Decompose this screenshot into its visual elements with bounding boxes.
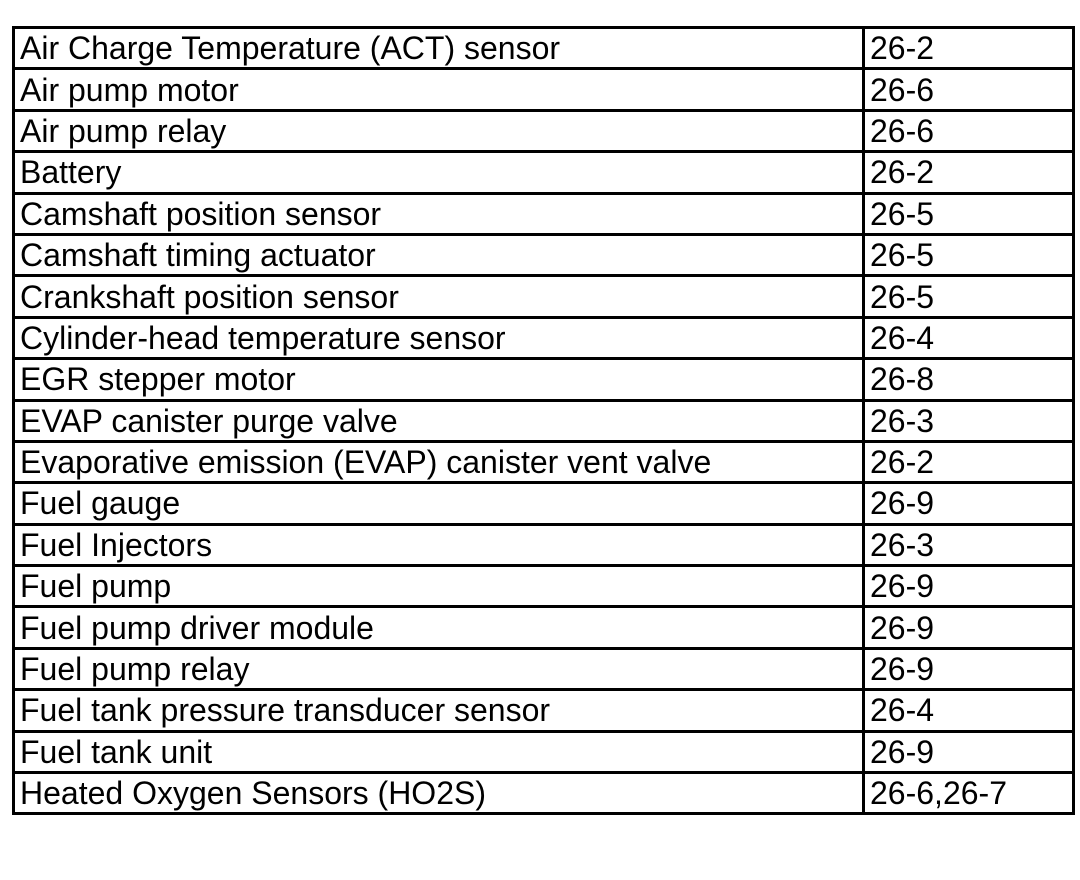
- page-reference-cell: 26-3: [864, 400, 1074, 441]
- component-name-cell: Fuel pump relay: [14, 648, 864, 689]
- page-reference-cell: 26-5: [864, 276, 1074, 317]
- component-name-cell: Air pump relay: [14, 110, 864, 151]
- component-index-body: [14, 28, 1074, 814]
- table-row: [14, 731, 1074, 772]
- page-reference-cell: 26-3: [864, 524, 1074, 565]
- table-row: [14, 690, 1074, 731]
- table-row: [14, 359, 1074, 400]
- table-row: [14, 400, 1074, 441]
- component-name-cell: Evaporative emission (EVAP) canister vent valve: [14, 441, 864, 482]
- table-row: [14, 152, 1074, 193]
- page-reference-cell: 26-2: [864, 441, 1074, 482]
- page-reference-cell: 26-9: [864, 607, 1074, 648]
- page-reference-cell: 26-5: [864, 193, 1074, 234]
- table-row: [14, 524, 1074, 565]
- page-reference-cell: 26-6,26-7: [864, 773, 1074, 814]
- component-name-cell: Fuel pump: [14, 566, 864, 607]
- component-name-cell: EVAP canister purge valve: [14, 400, 864, 441]
- table-row: [14, 566, 1074, 607]
- page-reference-cell: 26-4: [864, 690, 1074, 731]
- table-row: [14, 773, 1074, 814]
- component-name-cell: Fuel tank pressure transducer sensor: [14, 690, 864, 731]
- component-name-cell: Crankshaft position sensor: [14, 276, 864, 317]
- page-reference-cell: 26-8: [864, 359, 1074, 400]
- component-name-cell: EGR stepper motor: [14, 359, 864, 400]
- table-row: [14, 607, 1074, 648]
- component-name-cell: Camshaft position sensor: [14, 193, 864, 234]
- component-name-cell: Fuel pump driver module: [14, 607, 864, 648]
- table-row: [14, 483, 1074, 524]
- component-name-cell: Battery: [14, 152, 864, 193]
- page-reference-cell: 26-6: [864, 69, 1074, 110]
- table-row: [14, 441, 1074, 482]
- component-name-cell: Heated Oxygen Sensors (HO2S): [14, 773, 864, 814]
- page-reference-cell: 26-9: [864, 731, 1074, 772]
- page-reference-cell: 26-9: [864, 483, 1074, 524]
- component-name-cell: Camshaft timing actuator: [14, 234, 864, 275]
- page-reference-cell: 26-4: [864, 317, 1074, 358]
- table-row: [14, 648, 1074, 689]
- table-row: [14, 317, 1074, 358]
- table-row: [14, 28, 1074, 69]
- component-index-page: [12, 26, 1072, 815]
- page-reference-cell: 26-6: [864, 110, 1074, 151]
- component-name-cell: Cylinder-head temperature sensor: [14, 317, 864, 358]
- table-row: [14, 276, 1074, 317]
- table-row: [14, 110, 1074, 151]
- component-name-cell: Fuel tank unit: [14, 731, 864, 772]
- component-name-cell: Air pump motor: [14, 69, 864, 110]
- page-reference-cell: 26-5: [864, 234, 1074, 275]
- page-reference-cell: 26-2: [864, 152, 1074, 193]
- page-reference-cell: 26-2: [864, 28, 1074, 69]
- table-row: [14, 193, 1074, 234]
- component-name-cell: Fuel gauge: [14, 483, 864, 524]
- page-reference-cell: 26-9: [864, 566, 1074, 607]
- table-row: [14, 69, 1074, 110]
- component-index-table: [12, 26, 1075, 815]
- component-name-cell: Fuel Injectors: [14, 524, 864, 565]
- page-reference-cell: 26-9: [864, 648, 1074, 689]
- table-row: [14, 234, 1074, 275]
- component-name-cell: Air Charge Temperature (ACT) sensor: [14, 28, 864, 69]
